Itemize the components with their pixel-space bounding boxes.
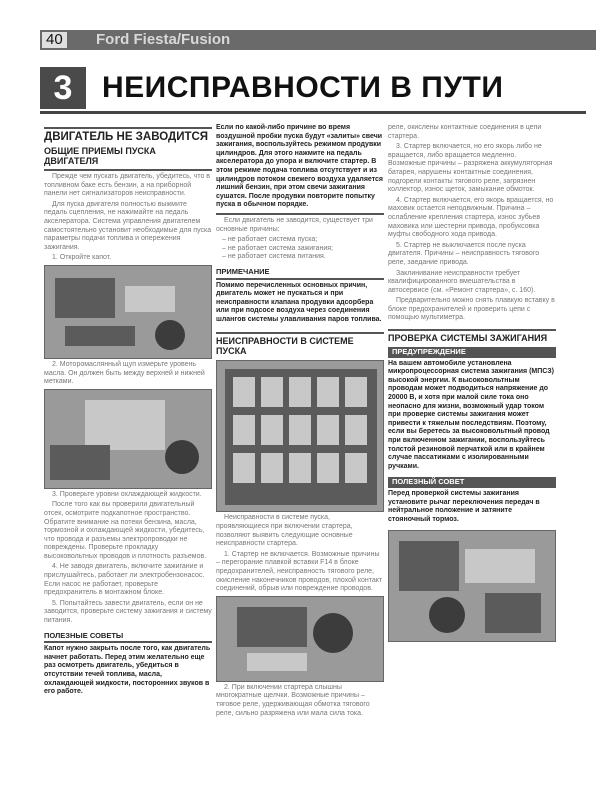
purge-mode-note: Если по какой-либо причине во время воздушной пробки пуска будут «залиты» свечи зажигания, воспользуйтесь режимом продувки цилиндров. Для этого нажмите на педаль акселератора до упора и включите стартер. В этом режиме подача топлива отсутствует и из цилиндров потоком свежего воздуха удаляется лишний бензин, при этом свечи зажигания сушатся. После продувки повторите попытку пуска в обычном порядке.: [216, 124, 384, 209]
step-1: 1. Откройте капот.: [52, 254, 112, 262]
step-3: 3. Стартер включается, но его якорь либо не вращается, либо вращается медленно. Возможные причины – разряжена аккумуляторная батарея, нарушены контактные соединения, подгорели контакты тягового реле, загрязнен коллектор, износ щеток, замыкание обмоток.: [388, 143, 553, 194]
column-2: [216, 124, 384, 720]
step-4: 4. Не заводя двигатель, включите зажигание и прислушайтесь, работает ли электробензонасос. Если насос не работает, проверьте предохранитель в монтажном блоке.: [44, 563, 205, 597]
section-rule: [216, 213, 384, 215]
column-1: [44, 124, 212, 697]
step-2: 2. Моторомаслянный щуп измерьте уровень масла. Он должен быть между верхней и нижней метками.: [44, 360, 205, 386]
section-rule: [216, 332, 384, 334]
engine-bay-photo-2: [44, 389, 212, 489]
column-3: [388, 124, 556, 642]
warning-text: На вашем автомобиле установлена микропроцессорная система зажигания (МПСЗ) высокой энергии. К высоковольтным проводам может подводиться напряжение до 20000 В, и хотя при малой силе тока оно неопасно для жизни, возможный удар током при проверке системы зажигания может привести к тяжелым последствиям. Поэтому, если вы беретесь за высоковольтный провод при включенном зажигании, воспользуйтесь толстой резиновой перчаткой или в крайнем случае пассатижами с изолированными ручками.: [388, 359, 554, 470]
warning-label: ПРЕДУПРЕЖДЕНИЕ: [388, 347, 556, 358]
step-1: 1. Стартер не включается. Возможные причины – перегорание плавкой вставки F14 в блоке предохранителей, неисправность тягового реле, окисление наконечников проводов, плохой контакт соединений, обрыв или повреждение проводов.: [216, 550, 383, 593]
tip-label: ПОЛЕЗНЫЙ СОВЕТ: [388, 477, 556, 488]
paragraph: Предварительно можно снять плавкую вставку в блоке предохранителей и проверить цепи с помощью мультиметра.: [388, 297, 555, 322]
page-number: 40: [42, 32, 67, 48]
tip-text: Перед проверкой системы зажигания установите рычаг переключения передач в нейтральное положение и затяните стояночный тормоз.: [388, 489, 540, 523]
step-5: 5. Попытайтесь завести двигатель, если он не заводится, проверьте систему зажигания и систему питания.: [44, 599, 212, 625]
section-heading-ignition: ПРОВЕРКА СИСТЕМЫ ЗАЖИГАНИЯ: [388, 333, 548, 344]
section-heading-engine: ДВИГАТЕЛЬ НЕ ЗАВОДИТСЯ: [44, 131, 209, 143]
ignition-photo: [388, 530, 556, 642]
section-rule: [44, 127, 212, 129]
list-item: – не работает система зажигания;: [222, 244, 333, 252]
note-text: Помимо перечисленных основных причин, двигатель может не пускаться и при неисправности клапана продувки адсорбера или при подсосе воздуха через соединения шлангов системы улавливания паров топлива.: [216, 281, 382, 323]
paragraph: Прежде чем пускать двигатель, убедитесь, что в топливном баке есть бензин, а на приборной панели нет сигнализаторов неисправности.: [44, 173, 210, 198]
paragraph: реле, окислены контактные соединения в цепи стартера.: [388, 124, 542, 140]
paragraph: Если двигатель не заводится, существует три основные причины:: [216, 216, 373, 233]
section-rule: [388, 329, 556, 331]
paragraph: Заклинивание неисправности требует квалифицированного вмешательства в автосервисе (см. «Ремонт стартера», с. 160).: [388, 269, 536, 294]
tips-label: ПОЛЕЗНЫЕ СОВЕТЫ: [44, 632, 212, 644]
paragraph: Для пуска двигателя полностью выжмите педаль сцепления, не нажимайте на педаль акселератора. Система управления двигателем самостоятельно установит необходимые для пуска параметры подачи топлива и опережения зажигания.: [44, 200, 212, 251]
note-label: ПРИМЕЧАНИЕ: [216, 268, 384, 280]
step-4: 4. Стартер включается, его якорь вращается, но маховик остается неподвижным. Причина – ослабление крепления стартера, износ зубьев маховика или шестерни привода, пробуксовка муфты свободного хода привода.: [388, 196, 554, 239]
paragraph: Неисправности в системе пуска, проявляющиеся при включении стартера, позволяют выявить следующие основные неисправности стартера.: [216, 514, 353, 548]
tips-text: Капот нужно закрыть после того, как двигатель начнет работать. Перед этим желательно еще раз осмотреть двигатель, убедиться в отсутствии течей топлива, масла, охлаждающей жидкости, посторонних звуков в его работе.: [44, 645, 211, 696]
subsection-heading: ОБЩИЕ ПРИЕМЫ ПУСКА ДВИГАТЕЛЯ: [44, 146, 156, 166]
paragraph: После того как вы проверили двигательный отсек, осмотрите подкапотное пространство. Обратите внимание на потеки бензина, масла, тормозной и охлаждающей жидкости, убедитесь, что провода и разъемы электропроводки не повреждены. Проверьте прокладку высоковольтных проводов и плотность разъемов.: [44, 501, 207, 560]
step-5: 5. Стартер не выключается после пуска двигателя. Причины – неисправность тягового реле, заедание привода.: [388, 241, 540, 266]
step-3: 3. Проверьте уровни охлаждающей жидкости.: [52, 490, 202, 498]
fuse-box-photo: [216, 360, 384, 512]
section-rule: [44, 169, 212, 171]
step-2: 2. При включении стартера слышны многократные щелчки. Возможные причины – тяговое реле, удерживающая обмотка тягового реле, сильно разряжена или мала сила тока.: [216, 683, 370, 717]
chapter-divider: [40, 111, 586, 114]
engine-bay-photo-1: [44, 265, 212, 359]
section-heading-starter: НЕИСПРАВНОСТИ В СИСТЕМЕ ПУСКА: [216, 336, 354, 357]
chapter-number: 3: [40, 67, 86, 109]
chapter-title: НЕИСПРАВНОСТИ В ПУТИ: [102, 71, 504, 104]
book-title: Ford Fiesta/Fusion: [96, 31, 231, 48]
starter-photo: [216, 596, 384, 682]
list-item: – не работает система пуска;: [222, 236, 318, 244]
list-item: – не работает система питания.: [222, 253, 326, 261]
